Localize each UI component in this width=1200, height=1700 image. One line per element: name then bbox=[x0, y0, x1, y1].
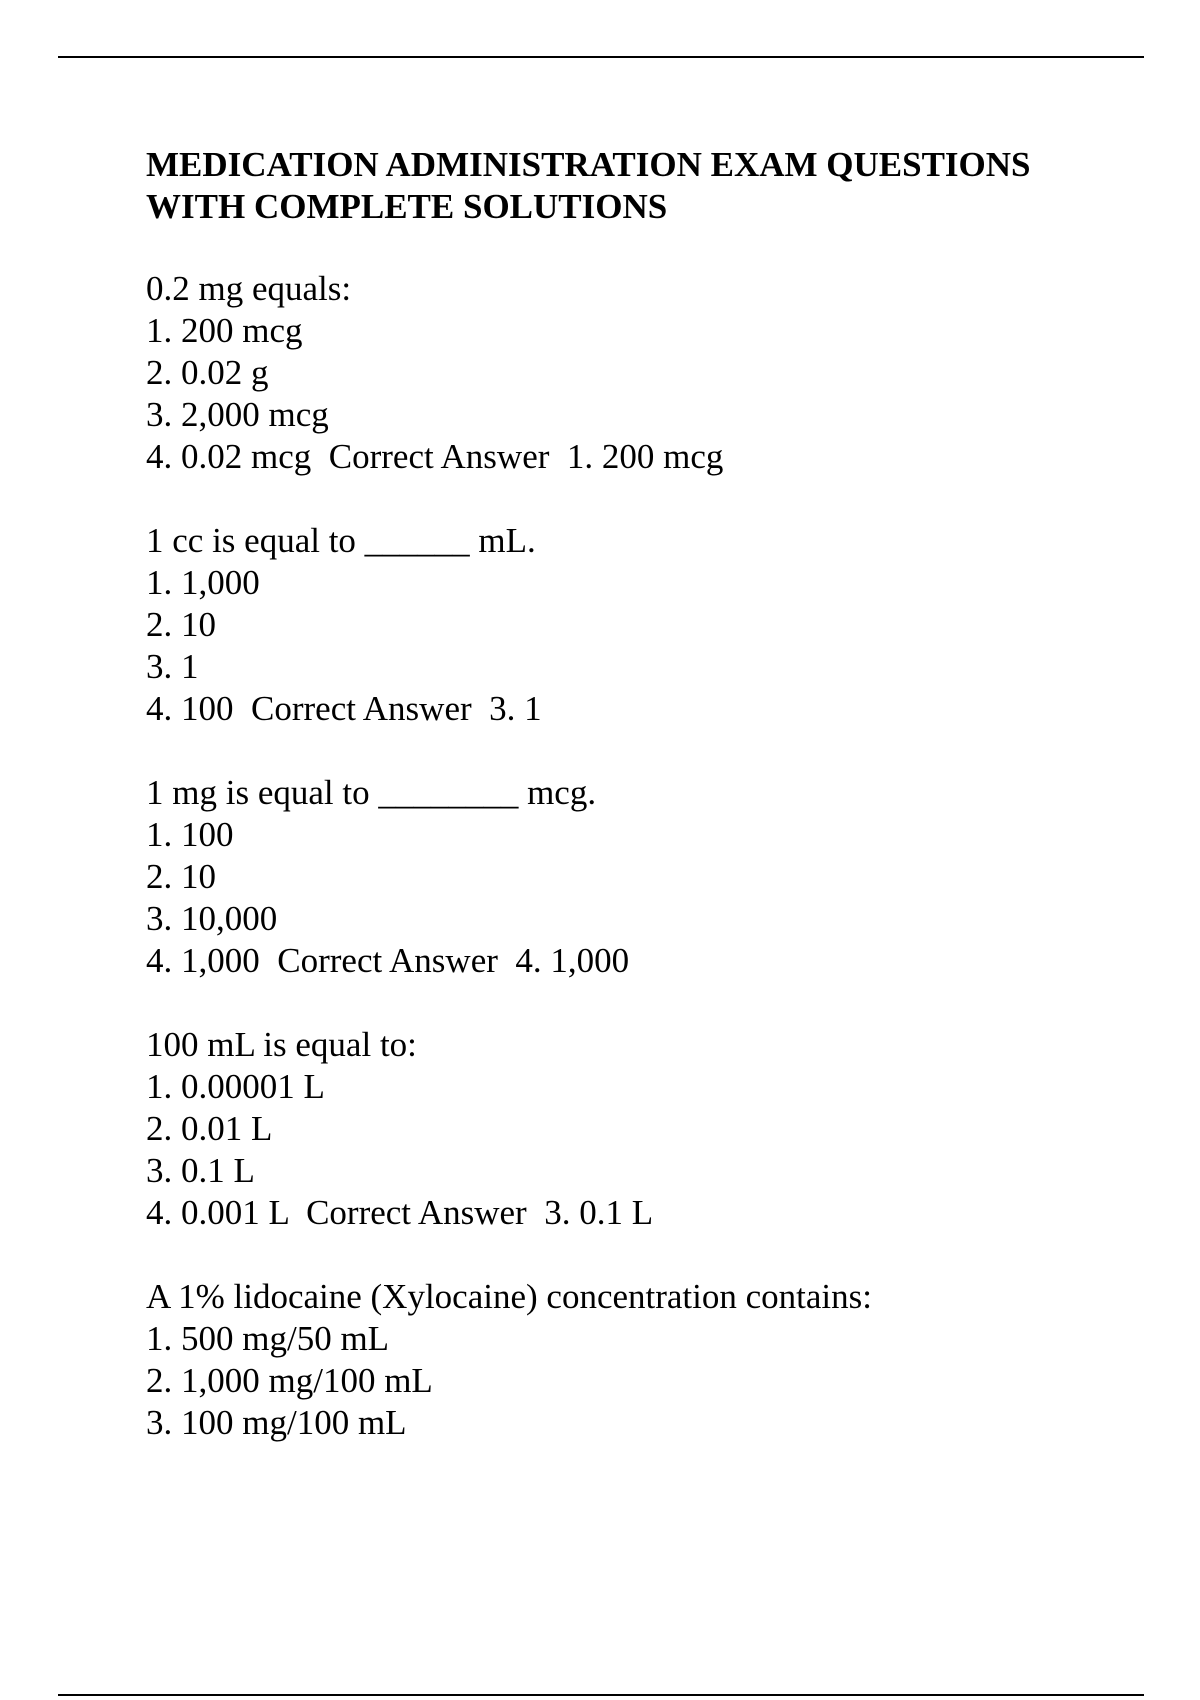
answer-option-with-solution: 4. 0.02 mcg Correct Answer 1. 200 mcg bbox=[146, 437, 724, 476]
title-line-1: MEDICATION ADMINISTRATION EXAM QUESTIONS bbox=[146, 145, 1031, 184]
answer-option: 1. 200 mcg bbox=[146, 311, 303, 350]
footer-rule bbox=[58, 1694, 1144, 1696]
answer-option-with-solution: 4. 1,000 Correct Answer 4. 1,000 bbox=[146, 941, 630, 980]
answer-option: 1. 100 bbox=[146, 815, 234, 854]
question-prompt: 1 mg is equal to ________ mcg. bbox=[146, 773, 597, 812]
question-5 bbox=[146, 1276, 1106, 1444]
document-title bbox=[146, 144, 1106, 228]
answer-option: 3. 2,000 mcg bbox=[146, 395, 329, 434]
question-prompt: 1 cc is equal to ______ mL. bbox=[146, 521, 536, 560]
document-body bbox=[146, 144, 1106, 1486]
answer-option: 2. 10 bbox=[146, 857, 216, 896]
question-prompt: 100 mL is equal to: bbox=[146, 1025, 417, 1064]
answer-option: 3. 10,000 bbox=[146, 899, 278, 938]
answer-option: 2. 1,000 mg/100 mL bbox=[146, 1361, 433, 1400]
answer-option-with-solution: 4. 0.001 L Correct Answer 3. 0.1 L bbox=[146, 1193, 654, 1232]
title-line-2: WITH COMPLETE SOLUTIONS bbox=[146, 187, 668, 226]
answer-option: 1. 500 mg/50 mL bbox=[146, 1319, 390, 1358]
question-2 bbox=[146, 520, 1106, 730]
answer-option: 3. 1 bbox=[146, 647, 199, 686]
answer-option: 2. 10 bbox=[146, 605, 216, 644]
answer-option: 3. 100 mg/100 mL bbox=[146, 1403, 407, 1442]
answer-option-with-solution: 4. 100 Correct Answer 3. 1 bbox=[146, 689, 542, 728]
answer-option: 1. 1,000 bbox=[146, 563, 260, 602]
answer-option: 1. 0.00001 L bbox=[146, 1067, 325, 1106]
question-prompt: 0.2 mg equals: bbox=[146, 269, 352, 308]
answer-option: 2. 0.02 g bbox=[146, 353, 269, 392]
answer-option: 2. 0.01 L bbox=[146, 1109, 273, 1148]
question-1 bbox=[146, 268, 1106, 478]
question-4 bbox=[146, 1024, 1106, 1234]
question-3 bbox=[146, 772, 1106, 982]
header-rule bbox=[58, 56, 1144, 58]
question-prompt: A 1% lidocaine (Xylocaine) concentration contains: bbox=[146, 1277, 872, 1316]
answer-option: 3. 0.1 L bbox=[146, 1151, 255, 1190]
